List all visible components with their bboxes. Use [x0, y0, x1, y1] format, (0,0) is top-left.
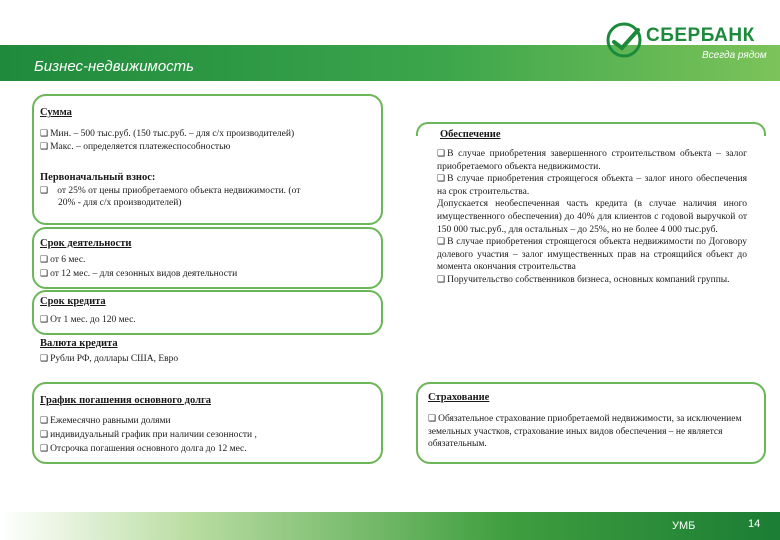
- list-item: ❑ от 25% от цены приобретаемого объекта недвижимости. (от: [40, 186, 301, 196]
- collateral-paragraph: ❑ Поручительство собственников бизнеса, основных компаний группы.: [437, 274, 730, 285]
- list-item: ❑ Отсрочка погашения основного долга до 12 мес.: [40, 444, 247, 454]
- bullet-icon: ❑: [437, 274, 446, 285]
- list-item: ❑ Рубли РФ, доллары США, Евро: [40, 354, 179, 364]
- logo-text: СБЕРБАНК: [646, 25, 755, 46]
- collateral-paragraph: ❑ В случае приобретения завершенного строительством объекта – залог приобретаемого объекта недвижимости.: [437, 149, 747, 172]
- credit-term-title: Срок кредита: [40, 296, 106, 307]
- page-title: Бизнес-недвижимость: [34, 58, 195, 75]
- list-item: ❑ индивидуальный график при наличии сезонности ,: [40, 430, 257, 440]
- bullet-icon: ❑: [40, 416, 49, 426]
- bullet-icon: ❑: [437, 237, 446, 248]
- bullet-icon: ❑: [437, 149, 446, 159]
- sum-title: Сумма: [40, 107, 72, 118]
- bullet-icon: ❑: [40, 129, 49, 139]
- down-payment-title: Первоначальный взнос:: [40, 172, 156, 183]
- bullet-icon: ❑: [40, 142, 49, 152]
- list-item: ❑ Ежемесячно равными долями: [40, 416, 171, 426]
- collateral-paragraph: ❑ В случае приобретения строящегося объекта недвижимости по Договору долевого участия – залог имущественных прав на строящийся объект до момента окончания строительства: [437, 237, 747, 273]
- repayment-title: График погашения основного долга: [40, 395, 211, 406]
- bullet-icon: ❑: [40, 354, 49, 364]
- footer-bar: [0, 512, 780, 540]
- bullet-icon: ❑: [437, 174, 446, 185]
- currency-title: Валюта кредита: [40, 338, 118, 349]
- bullet-icon: ❑: [40, 255, 49, 265]
- bullet-icon: ❑: [40, 430, 49, 440]
- bullet-icon: ❑: [40, 186, 49, 196]
- list-item: ❑ Мин. – 500 тыс.руб. (150 тыс.руб. – для с/х производителей): [40, 129, 295, 139]
- collateral-paragraph: Допускается необеспеченная часть кредита (в случае наличия иного имущественного обеспечения) до 40% для клиентов с годовой выручкой от 150 000 тыс.руб., для остальных – до 25%, но не более 4 000 тыс.руб.: [437, 199, 747, 235]
- footer-label: УМБ: [672, 520, 696, 532]
- insurance-text: [428, 413, 750, 451]
- page-number: 14: [748, 518, 761, 530]
- list-item: ❑ от 12 мес. – для сезонных видов деятельности: [40, 269, 238, 279]
- down-payment-line2: 20% - для с/х производителей): [58, 198, 182, 208]
- collateral-paragraph: ❑ В случае приобретения строящегося объекта – залог иного обеспечения на срок строительства.: [437, 174, 747, 197]
- collateral-title: Обеспечение: [440, 129, 501, 140]
- insurance-paragraph: ❑ Обязательное страхование приобретаемой недвижимости, за исключением земельных участков, страхование иных видов обеспечения – не является обязательным.: [428, 414, 742, 450]
- insurance-title: Страхование: [428, 392, 490, 403]
- list-item: ❑ От 1 мес. до 120 мес.: [40, 315, 136, 325]
- activity-term-title: Срок деятельности: [40, 238, 132, 249]
- logo: [606, 22, 776, 72]
- logo-tagline: Всегда рядом: [702, 50, 767, 61]
- collateral-text: [437, 148, 747, 287]
- sberbank-logo-icon: [606, 22, 642, 58]
- bullet-icon: ❑: [40, 315, 49, 325]
- bullet-icon: ❑: [40, 269, 49, 279]
- bullet-icon: ❑: [428, 414, 437, 424]
- list-item: ❑ Макс. – определяется платежеспособностью: [40, 142, 231, 152]
- list-item: ❑ от 6 мес.: [40, 255, 86, 265]
- bullet-icon: ❑: [40, 444, 49, 454]
